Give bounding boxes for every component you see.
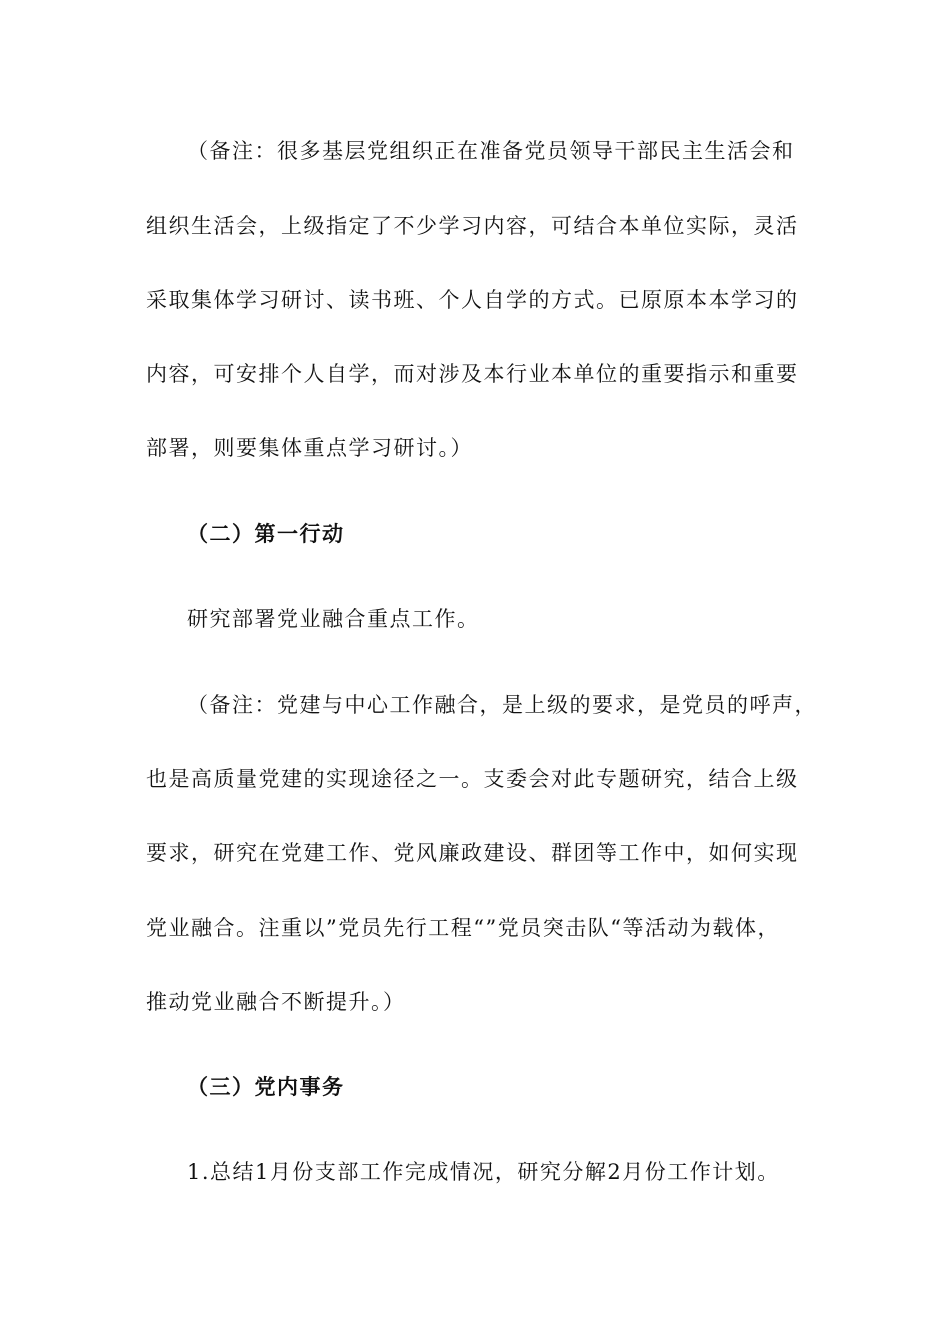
note1-line-5: 部署，则要集体重点学习研讨。）: [146, 436, 473, 460]
note1-line-1: （备注：很多基层党组织正在准备党员领导干部民主生活会和: [187, 139, 795, 163]
note1-line-2: 组织生活会，上级指定了不少学习内容，可结合本单位实际，灵活: [146, 214, 799, 238]
note2-line-3: 要求，研究在党建工作、党风廉政建设、群团等工作中，如何实现: [146, 841, 799, 865]
note1-line-3: 采取集体学习研讨、读书班、个人自学的方式。已原原本本学习的: [146, 288, 799, 312]
note2-line-4: 党业融合。注重以”党员先行工程“”党员突击队“等活动为载体，: [146, 916, 780, 940]
note1-line-4: 内容，可安排个人自学，而对涉及本行业本单位的重要指示和重要: [146, 362, 799, 386]
section3-item-1: 1.总结1月份支部工作完成情况，研究分解2月份工作计划。: [187, 1160, 780, 1184]
note2-line-1: （备注：党建与中心工作融合，是上级的要求，是党员的呼声，: [187, 693, 817, 717]
section2-body: 研究部署党业融合重点工作。: [187, 607, 480, 631]
section2-heading: （二）第一行动: [187, 521, 345, 546]
note2-line-5: 推动党业融合不断提升。）: [146, 990, 406, 1014]
note2-line-2: 也是高质量党建的实现途径之一。支委会对此专题研究，结合上级: [146, 767, 799, 791]
section3-heading: （三）党内事务: [187, 1074, 345, 1099]
